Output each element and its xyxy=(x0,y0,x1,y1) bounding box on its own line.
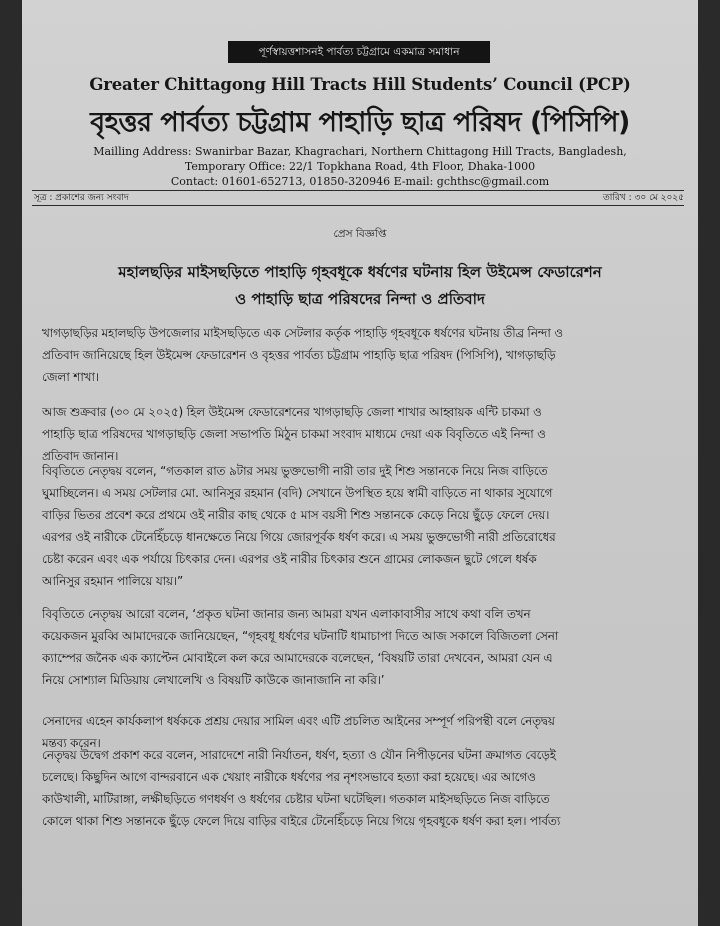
paragraph-line: খাগড়াছড়ির মহালছড়ি উপজেলার মাইসছড়িতে এক সেটলার কর্তৃক পাহাড়ি গৃহবধূকে ধর্ষণের ঘটনায় তীব্র নিন্দা ও xyxy=(42,326,563,340)
press-release-page xyxy=(22,0,698,926)
body-paragraph xyxy=(42,401,672,467)
headline-line: ও পাহাড়ি ছাত্র পরিষদের নিন্দা ও প্রতিবাদ xyxy=(235,290,485,308)
body-paragraph xyxy=(42,460,672,592)
org-name-english: Greater Chittagong Hill Tracts Hill Students’ Council (PCP) xyxy=(89,75,631,94)
slogan-banner: পূর্ণস্বায়ত্তশাসনই পার্বত্য চট্টগ্রামে একমাত্র সমাধান xyxy=(228,41,490,63)
paragraph-line: বাড়ির ভিতর প্রবেশ করে প্রথমে ওই নারীর কাছ থেকে ৫ মাস বয়সী শিশু সন্তানকে কেড়ে নিয়ে ছুঁড়ে ফেলে দেয়। xyxy=(42,508,550,522)
paragraph-line: বিবৃতিতে নেতৃদ্বয় আরো বলেন, ‘প্রকৃত ঘটনা জানার জন্য আমরা যখন এলাকাবাসীর সাথে কথা বলি তখন xyxy=(42,607,531,621)
paragraph-line: বিবৃতিতে নেতৃদ্বয় বলেন, “গতকাল রাত ৯টার সময় ভুক্তভোগী নারী তার দুই শিশু সন্তানকে নিয়ে নিজ বাড়িতে xyxy=(42,464,548,478)
body-paragraph xyxy=(42,603,672,691)
mailing-address: Mailling Address: Swanirbar Bazar, Khagrachari, Northern Chittagong Hill Tracts, Bangladesh, xyxy=(93,145,627,158)
org-name-bangla: বৃহত্তর পার্বত্য চট্টগ্রাম পাহাড়ি ছাত্র পরিষদ (পিসিপি) xyxy=(90,107,630,138)
paragraph-line: ক্যাম্পের জনৈক এক ক্যাপ্টেন মোবাইলে কল করে আমাদেরকে বলেছেন, ‘বিষয়টি তারা দেখবেন, আমরা যেন এ xyxy=(42,651,553,665)
paragraph-line: চেষ্টা করেন এবং এক পর্যায়ে চিৎকার দেন। এরপর ওই নারীর চিৎকার শুনে গ্রামের লোকজন ছুটে গেলে ধর্ষক xyxy=(42,552,537,566)
press-release-label: প্রেস বিজ্ঞপ্তি xyxy=(333,228,387,240)
paragraph-line: নেতৃদ্বয় উদ্বেগ প্রকাশ করে বলেন, সারাদেশে নারী নির্যাতন, ধর্ষণ, হত্যা ও যৌন নিপীড়নের ঘটনা ক্রমাগত বেড়েই xyxy=(42,748,556,762)
source-reference: সূত্র : প্রকাশের জন্য সংবাদ xyxy=(34,193,129,203)
paragraph-line: সেনাদের এহেন কার্যকলাপ ধর্ষককে প্রশ্রয় দেয়ার সামিল এবং এটি প্রচলিত আইনের সম্পূর্ণ পরিপন্থী বলে নেতৃদ্বয় xyxy=(42,714,555,728)
paragraph-line: এরপর ওই নারীকে টেনেহিঁচড়ে ধানক্ষেতে নিয়ে গিয়ে জোরপূর্বক ধর্ষণ করে। এ সময় ভুক্তভোগী নারী প্রতিরোধের xyxy=(42,530,556,544)
paragraph-line: নিয়ে সোশ্যাল মিডিয়ায় লেখালেখি ও বিষয়টি কাউকে জানাজানি না করি।’ xyxy=(42,673,385,687)
paragraph-line: ঘুমাচ্ছিলেন। এ সময় সেটলার মো. আনিসুর রহমান (বদি) সেখানে উপস্থিত হয়ে স্বামী বাড়িতে না থাকার সুযোগে xyxy=(42,486,553,500)
paragraph-line: প্রতিবাদ জানিয়েছে হিল উইমেন্স ফেডারেশন ও বৃহত্তর পার্বত্য চট্টগ্রাম পাহাড়ি ছাত্র পরিষদ (পিসিপি), খাগড়াছড়ি xyxy=(42,348,556,362)
headline xyxy=(52,259,668,313)
paragraph-line: জেলা শাখা। xyxy=(42,370,99,384)
paragraph-line: আজ শুক্রবার (৩০ মে ২০২৫) হিল উইমেন্স ফেডারেশনের খাগড়াছড়ি জেলা শাখার আহ্বায়ক এন্টি চাকমা ও xyxy=(42,405,542,419)
contact-info: Contact: 01601-652713, 01850-320946 E-mail: gchthsc@gmail.com xyxy=(170,175,550,188)
paragraph-line: কয়েকজন মুরব্বি আমাদেরকে জানিয়েছেন, “গৃহবধূ ধর্ষণের ঘটনাটি ধামাচাপা দিতে আজ সকালে বিজিতলা সেনা xyxy=(42,629,559,643)
headline-line: মহালছড়ির মাইসছড়িতে পাহাড়ি গৃহবধূকে ধর্ষণের ঘটনায় হিল উইমেন্স ফেডারেশন xyxy=(118,263,602,281)
body-paragraph xyxy=(42,744,672,832)
paragraph-line: পাহাড়ি ছাত্র পরিষদের খাগড়াছড়ি জেলা সভাপতি মিঠুন চাকমা সংবাদ মাধ্যমে দেয়া এক বিবৃতিতে এই নিন্দা ও xyxy=(42,427,546,441)
paragraph-line: আনিসুর রহমান পালিয়ে যায়।” xyxy=(42,574,184,588)
temporary-office-address: Temporary Office: 22/1 Topkhana Road, 4th Floor, Dhaka-1000 xyxy=(184,160,536,173)
release-date: তারিখ : ৩০ মে ২০২৫ xyxy=(602,193,684,203)
paragraph-line: মন্তব্য করেন। xyxy=(42,736,101,750)
body-paragraph xyxy=(42,322,672,388)
header-divider-bottom xyxy=(32,205,684,206)
paragraph-line: চলেছে। কিছুদিন আগে বান্দরবানে এক খেয়াং নারীকে ধর্ষণের পর নৃশংসভাবে হত্যা করা হয়েছে। এর আগেও xyxy=(42,770,536,784)
paragraph-line: কোলে থাকা শিশু সন্তানকে ছুঁড়ে ফেলে দিয়ে বাড়ির বাইরে টেনেহিঁচড়ে নিয়ে গিয়ে গৃহবধূকে ধর্ষণ করা হল। পার্বত্য xyxy=(42,814,561,828)
paragraph-line: প্রতিবাদ জানান। xyxy=(42,449,119,463)
paragraph-line: কাউখালী, মাটিরাঙ্গা, লক্ষীছড়িতে গণধর্ষণ ও ধর্ষণের চেষ্টার ঘটনা ঘটেছিল। গতকাল মাইসছড়িতে নিজ বাড়িতে xyxy=(42,792,550,806)
header-divider-top xyxy=(32,190,684,191)
